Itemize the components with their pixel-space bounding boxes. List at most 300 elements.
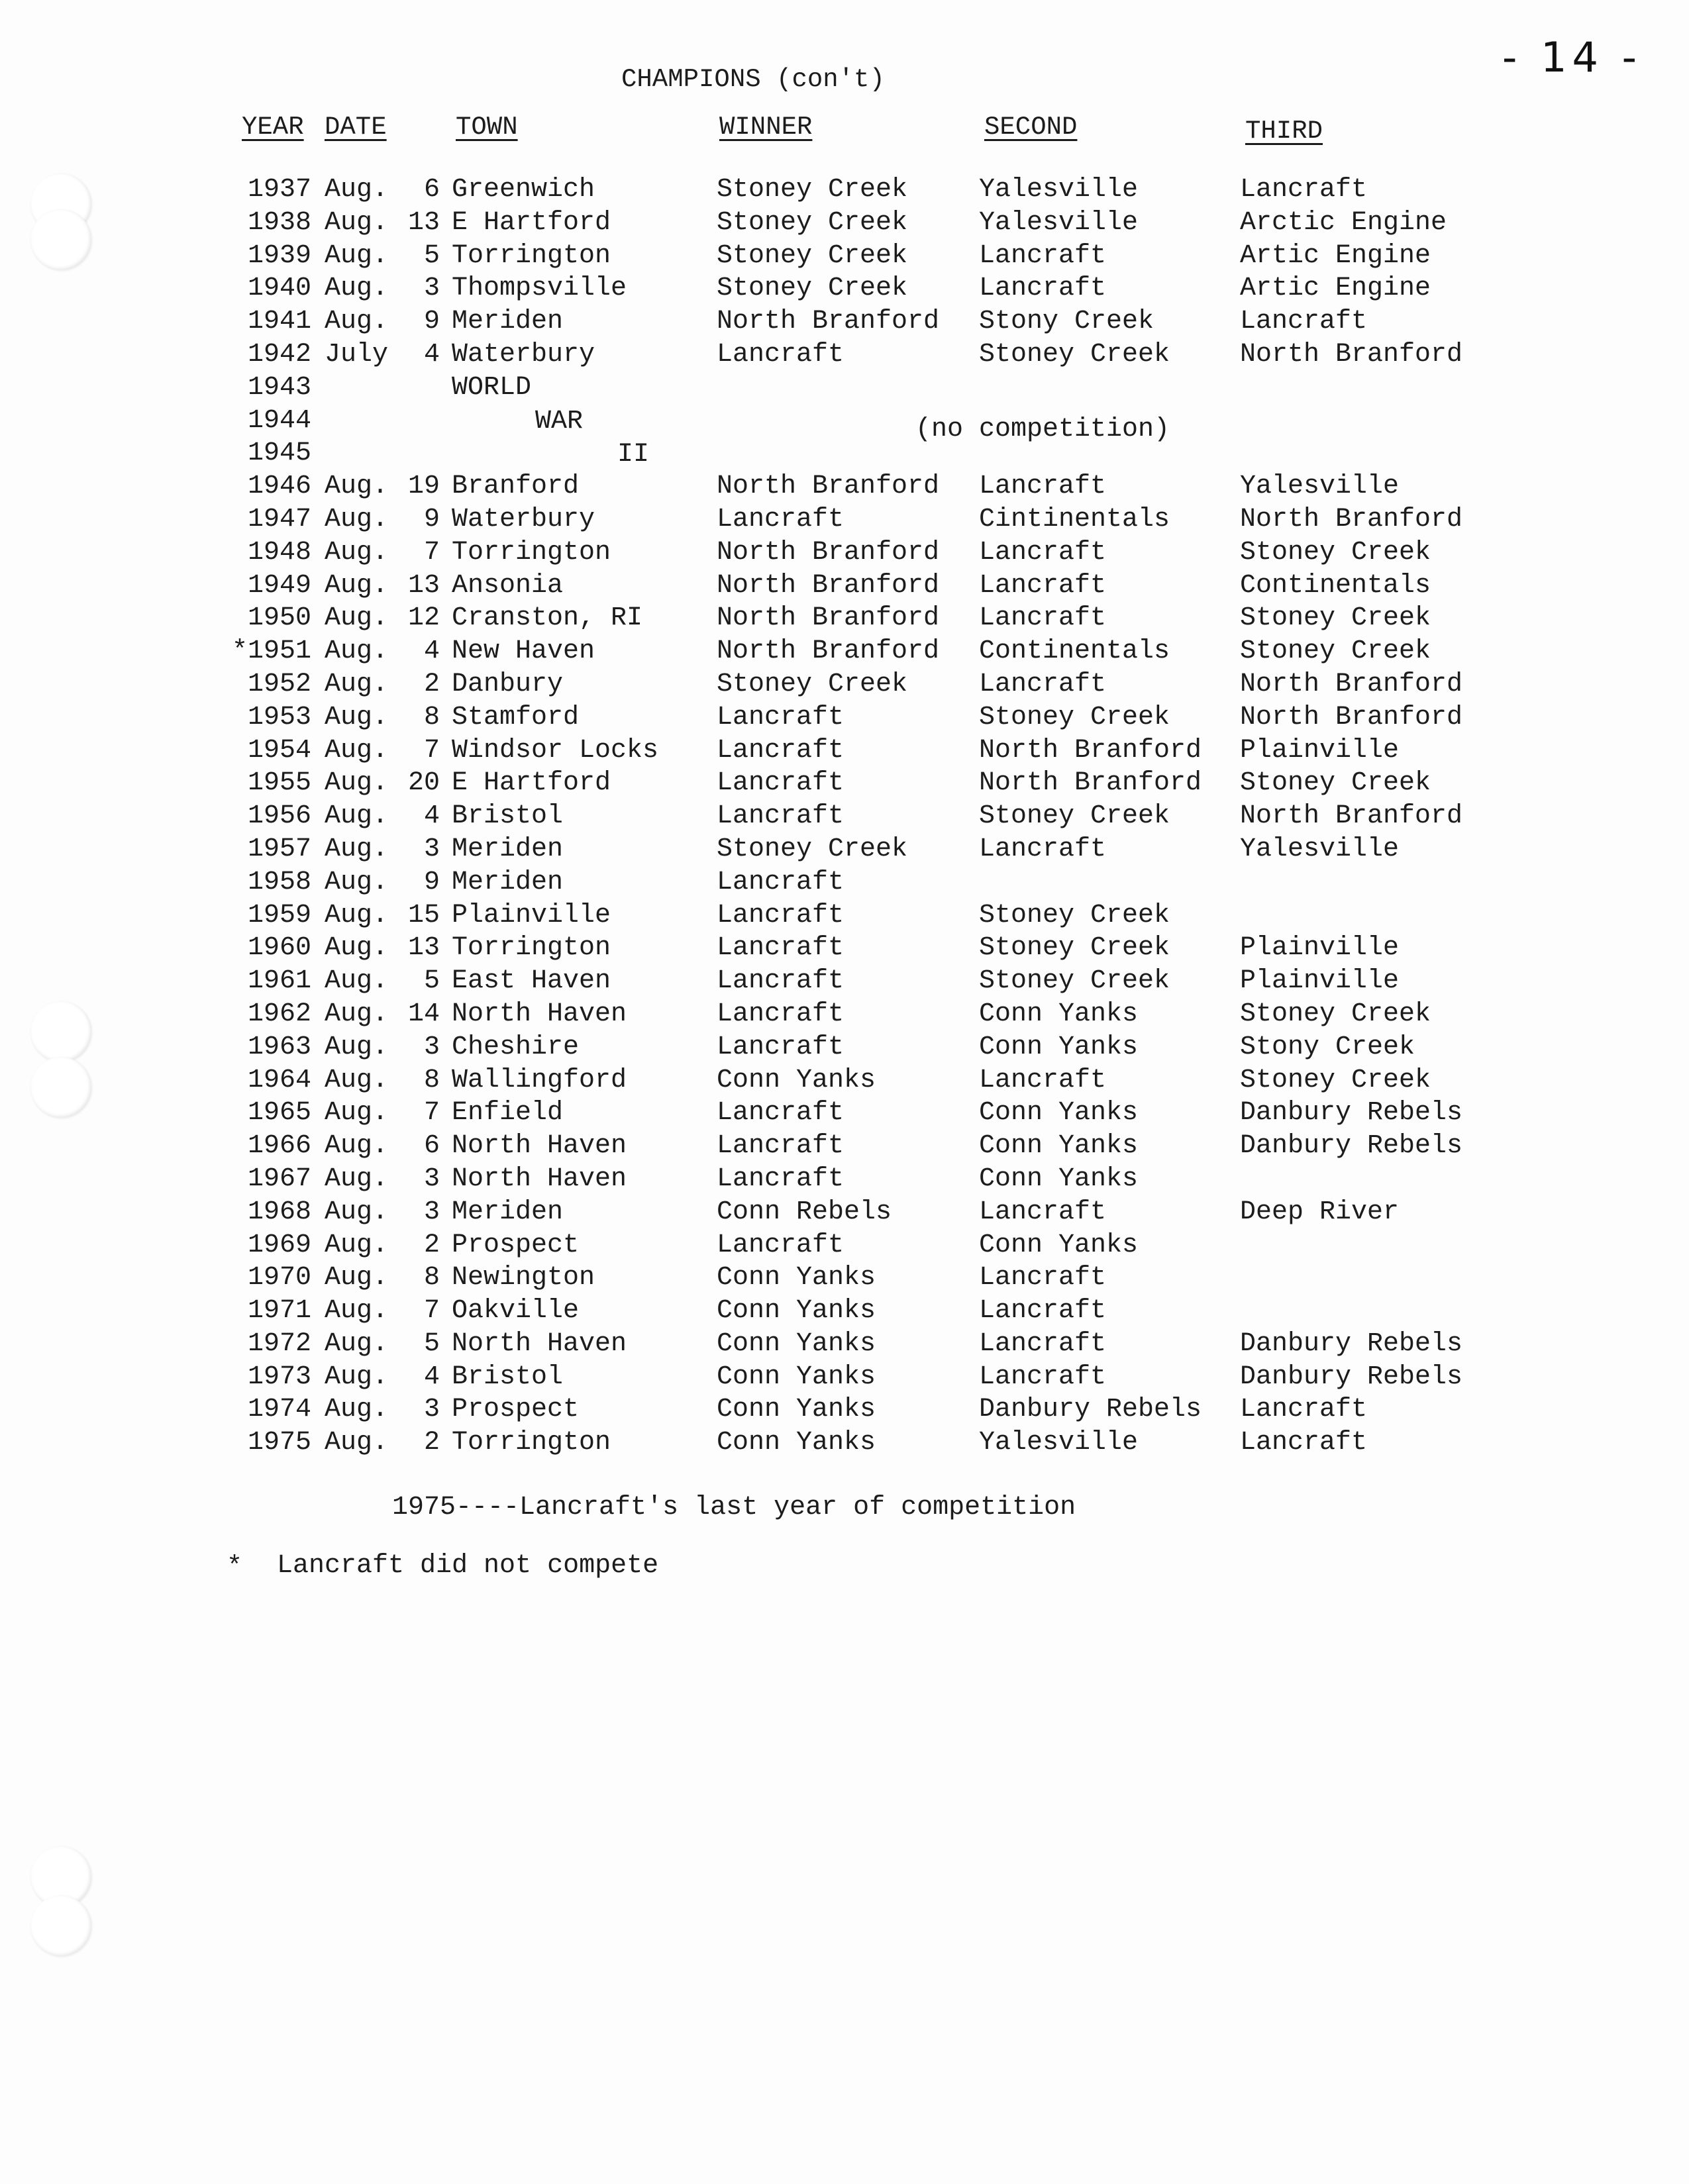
cell-winner: Stoney Creek <box>717 240 908 271</box>
cell-winner: Lancraft <box>717 867 844 897</box>
cell-winner: Stoney Creek <box>717 273 908 304</box>
cell-third: Deep River <box>1240 1197 1400 1227</box>
cell-winner: North Branford <box>717 472 940 502</box>
cell-town: North Haven <box>452 1328 627 1359</box>
cell-town: Windsor Locks <box>452 735 659 766</box>
cell-winner: Lancraft <box>717 504 844 534</box>
table-header <box>0 113 1689 152</box>
cell-year: 1940 <box>247 273 311 304</box>
cell-year: 1950 <box>247 603 311 634</box>
table-row <box>0 1064 1689 1097</box>
cell-second: Lancraft <box>979 273 1107 304</box>
table-row <box>0 570 1689 603</box>
cell-winner: Conn Yanks <box>717 1065 876 1095</box>
cell-third: Danbury Rebels <box>1240 1328 1463 1359</box>
cell-town: Oakville <box>452 1296 580 1326</box>
cell-third: Stoney Creek <box>1240 603 1431 634</box>
table-row <box>0 503 1689 536</box>
cell-second: Conn Yanks <box>979 1230 1139 1260</box>
cell-year: 1974 <box>247 1395 311 1425</box>
cell-month: Aug. <box>325 966 389 997</box>
cell-year: 1938 <box>247 207 311 238</box>
cell-day: 20 <box>407 768 440 799</box>
cell-second: Stoney Creek <box>979 900 1170 930</box>
header-second: SECOND <box>984 113 1078 142</box>
cell-day: 12 <box>407 603 440 634</box>
table-row <box>0 965 1689 998</box>
cell-second: Lancraft <box>979 834 1107 864</box>
cell-town: Meriden <box>452 834 564 864</box>
cell-third: Yalesville <box>1240 472 1400 502</box>
cell-winner: Conn Rebels <box>717 1197 892 1227</box>
header-town: TOWN <box>456 113 518 142</box>
cell-second: Lancraft <box>979 1362 1107 1392</box>
cell-year: 1962 <box>247 999 311 1029</box>
cell-second: Danbury Rebels <box>979 1395 1202 1425</box>
cell-month: Aug. <box>325 636 389 667</box>
cell-winner: Conn Yanks <box>717 1428 876 1458</box>
cell-year: 1972 <box>247 1328 311 1359</box>
last-year-note: 1975----Lancraft's last year of competition <box>392 1493 1076 1522</box>
cell-year: *1951 <box>231 636 311 667</box>
cell-year: 1969 <box>247 1230 311 1260</box>
cell-second: Lancraft <box>979 1065 1107 1095</box>
cell-month: Aug. <box>325 1032 389 1062</box>
cell-month: Aug. <box>325 504 389 534</box>
cell-third: Artic Engine <box>1240 240 1431 271</box>
cell-third: Stoney Creek <box>1240 636 1431 667</box>
cell-third: Artic Engine <box>1240 273 1431 304</box>
cell-month: Aug. <box>325 867 389 897</box>
cell-second: North Branford <box>979 768 1202 799</box>
cell-winner: Lancraft <box>717 801 844 832</box>
cell-day: 9 <box>423 504 440 534</box>
table-row <box>0 602 1689 635</box>
cell-year: 1954 <box>247 735 311 766</box>
table-row <box>0 767 1689 800</box>
cell-town: Meriden <box>452 867 564 897</box>
cell-winner: Lancraft <box>717 768 844 799</box>
binder-hole <box>30 1895 91 1956</box>
asterisk-mark: * <box>227 1552 243 1582</box>
cell-year: 1975 <box>247 1428 311 1458</box>
cell-second: Lancraft <box>979 570 1107 601</box>
cell-third: Plainville <box>1240 735 1400 766</box>
table-row <box>0 998 1689 1031</box>
cell-winner: Conn Yanks <box>717 1395 876 1425</box>
cell-year: 1967 <box>247 1164 311 1194</box>
cell-month: Aug. <box>325 702 389 732</box>
cell-town: Waterbury <box>452 504 595 534</box>
cell-winner: North Branford <box>717 603 940 634</box>
cell-second: Conn Yanks <box>979 999 1139 1029</box>
champions-table <box>0 174 1689 1460</box>
cell-second: Cintinentals <box>979 504 1170 534</box>
cell-town: Prospect <box>452 1395 580 1425</box>
table-row <box>0 536 1689 570</box>
cell-third: Plainville <box>1240 933 1400 964</box>
table-row <box>0 1229 1689 1262</box>
cell-town: Cheshire <box>452 1032 580 1062</box>
cell-winner: Lancraft <box>717 966 844 997</box>
cell-second: Yalesville <box>979 1428 1139 1458</box>
cell-day: 13 <box>407 207 440 238</box>
cell-year: 1966 <box>247 1131 311 1162</box>
cell-month: Aug. <box>325 1328 389 1359</box>
table-row <box>0 899 1689 932</box>
cell-third: Stoney Creek <box>1240 999 1431 1029</box>
cell-town: Torrington <box>452 240 611 271</box>
cell-third: Stoney Creek <box>1240 768 1431 799</box>
cell-town: E Hartford <box>452 207 611 238</box>
cell-day: 7 <box>423 1296 440 1326</box>
table-row <box>0 437 1689 470</box>
table-row <box>0 866 1689 899</box>
cell-month: Aug. <box>325 175 389 205</box>
cell-third: Danbury Rebels <box>1240 1098 1463 1128</box>
cell-second: Conn Yanks <box>979 1164 1139 1194</box>
cell-second: Stony Creek <box>979 307 1154 337</box>
cell-day: 13 <box>407 933 440 964</box>
cell-year: 1939 <box>247 240 311 271</box>
cell-town: North Haven <box>452 1131 627 1162</box>
cell-day: 5 <box>423 966 440 997</box>
cell-town: Meriden <box>452 307 564 337</box>
cell-day: 2 <box>423 1428 440 1458</box>
cell-town: E Hartford <box>452 768 611 799</box>
cell-year: 1937 <box>247 175 311 205</box>
cell-year: 1971 <box>247 1296 311 1326</box>
table-row <box>0 470 1689 503</box>
cell-day: 3 <box>423 1197 440 1227</box>
table-row <box>0 207 1689 240</box>
cell-third: Danbury Rebels <box>1240 1362 1463 1392</box>
header-date: DATE <box>325 113 387 142</box>
cell-year: 1955 <box>247 768 311 799</box>
cell-third: North Branford <box>1240 801 1463 832</box>
cell-year: 1963 <box>247 1032 311 1062</box>
cell-town: Branford <box>452 472 580 502</box>
cell-day: 13 <box>407 570 440 601</box>
table-row <box>0 701 1689 734</box>
cell-third: North Branford <box>1240 339 1463 370</box>
cell-month: Aug. <box>325 273 389 304</box>
cell-winner: North Branford <box>717 636 940 667</box>
cell-second: Stoney Creek <box>979 702 1170 732</box>
cell-second: Stoney Creek <box>979 966 1170 997</box>
cell-day: 6 <box>423 175 440 205</box>
table-row <box>0 1426 1689 1460</box>
table-row <box>0 833 1689 866</box>
cell-day: 8 <box>423 1263 440 1293</box>
cell-town: Torrington <box>452 1428 611 1458</box>
cell-winner: Stoney Creek <box>717 207 908 238</box>
table-row <box>0 405 1689 438</box>
cell-town: Wallingford <box>452 1065 627 1095</box>
cell-day: 9 <box>423 867 440 897</box>
table-row <box>0 1262 1689 1295</box>
cell-town: Meriden <box>452 1197 564 1227</box>
cell-third: Stoney Creek <box>1240 1065 1431 1095</box>
cell-second: Conn Yanks <box>979 1032 1139 1062</box>
cell-winner: Stoney Creek <box>717 175 908 205</box>
cell-day: 8 <box>423 1065 440 1095</box>
war-note-line-2: WAR <box>535 407 584 436</box>
cell-year: 1941 <box>247 307 311 337</box>
cell-second: Yalesville <box>979 175 1139 205</box>
cell-day: 7 <box>423 537 440 568</box>
cell-winner: Lancraft <box>717 339 844 370</box>
cell-day: 14 <box>407 999 440 1029</box>
cell-year: 1952 <box>247 669 311 699</box>
table-row <box>0 1361 1689 1394</box>
cell-year: 1973 <box>247 1362 311 1392</box>
cell-year: 1964 <box>247 1065 311 1095</box>
cell-winner: Lancraft <box>717 999 844 1029</box>
cell-day: 3 <box>423 1032 440 1062</box>
cell-winner: Lancraft <box>717 1230 844 1260</box>
cell-winner: Lancraft <box>717 1098 844 1128</box>
cell-second: Lancraft <box>979 603 1107 634</box>
cell-winner: Lancraft <box>717 735 844 766</box>
cell-town: Prospect <box>452 1230 580 1260</box>
cell-day: 5 <box>423 240 440 271</box>
cell-year: 1965 <box>247 1098 311 1128</box>
no-competition-note: (no competition) <box>915 415 1170 444</box>
cell-month: Aug. <box>325 307 389 337</box>
cell-second: Lancraft <box>979 1296 1107 1326</box>
cell-second: Yalesville <box>979 207 1139 238</box>
cell-year: 1946 <box>247 472 311 502</box>
cell-winner: Conn Yanks <box>717 1362 876 1392</box>
cell-winner: Lancraft <box>717 1032 844 1062</box>
cell-month: Aug. <box>325 1131 389 1162</box>
table-row <box>0 338 1689 372</box>
cell-day: 6 <box>423 1131 440 1162</box>
cell-day: 2 <box>423 1230 440 1260</box>
cell-town: Danbury <box>452 669 564 699</box>
cell-year: 1945 <box>247 438 311 469</box>
war-note-line-3: II <box>617 440 650 470</box>
table-row <box>0 1097 1689 1130</box>
page-title: CHAMPIONS (con't) <box>621 65 885 94</box>
header-year: YEAR <box>242 113 304 142</box>
cell-town: Ansonia <box>452 570 564 601</box>
table-row <box>0 734 1689 768</box>
cell-month: Aug. <box>325 1197 389 1227</box>
cell-year: 1947 <box>247 504 311 534</box>
cell-second: Lancraft <box>979 1263 1107 1293</box>
table-row <box>0 1393 1689 1426</box>
table-row <box>0 668 1689 701</box>
cell-second: Conn Yanks <box>979 1098 1139 1128</box>
cell-year: 1959 <box>247 900 311 930</box>
cell-third: Lancraft <box>1240 1428 1368 1458</box>
cell-month: July <box>325 339 389 370</box>
table-row <box>0 272 1689 305</box>
cell-winner: Lancraft <box>717 1164 844 1194</box>
cell-day: 3 <box>423 1395 440 1425</box>
header-third: THIRD <box>1245 117 1323 146</box>
table-row <box>0 1328 1689 1361</box>
cell-year: 1953 <box>247 702 311 732</box>
cell-month: Aug. <box>325 735 389 766</box>
cell-second: Stoney Creek <box>979 339 1170 370</box>
cell-year: 1957 <box>247 834 311 864</box>
cell-third: Stoney Creek <box>1240 537 1431 568</box>
table-row <box>0 1295 1689 1328</box>
cell-day: 7 <box>423 1098 440 1128</box>
table-row <box>0 174 1689 207</box>
table-row <box>0 372 1689 405</box>
cell-month: Aug. <box>325 1263 389 1293</box>
cell-month: Aug. <box>325 900 389 930</box>
cell-year: 1949 <box>247 570 311 601</box>
cell-day: 3 <box>423 1164 440 1194</box>
cell-second: Lancraft <box>979 537 1107 568</box>
cell-town: Plainville <box>452 900 611 930</box>
cell-month: Aug. <box>325 1065 389 1095</box>
table-row <box>0 240 1689 273</box>
cell-month: Aug. <box>325 999 389 1029</box>
table-row <box>0 1196 1689 1229</box>
cell-month: Aug. <box>325 834 389 864</box>
cell-month: Aug. <box>325 768 389 799</box>
cell-month: Aug. <box>325 570 389 601</box>
cell-year: 1948 <box>247 537 311 568</box>
cell-town: North Haven <box>452 999 627 1029</box>
cell-winner: Stoney Creek <box>717 669 908 699</box>
cell-day: 4 <box>423 801 440 832</box>
cell-day: 5 <box>423 1328 440 1359</box>
cell-day: 15 <box>407 900 440 930</box>
cell-third: Continentals <box>1240 570 1431 601</box>
cell-town: Torrington <box>452 537 611 568</box>
cell-third: Lancraft <box>1240 307 1368 337</box>
cell-day: 4 <box>423 1362 440 1392</box>
table-row <box>0 1130 1689 1163</box>
cell-year: 1958 <box>247 867 311 897</box>
cell-day: 7 <box>423 735 440 766</box>
cell-month: Aug. <box>325 1230 389 1260</box>
table-row <box>0 305 1689 338</box>
cell-third: North Branford <box>1240 702 1463 732</box>
cell-town: Stamford <box>452 702 580 732</box>
cell-month: Aug. <box>325 1098 389 1128</box>
cell-day: 4 <box>423 636 440 667</box>
cell-third: Yalesville <box>1240 834 1400 864</box>
cell-town: Cranston, RI <box>452 603 643 634</box>
cell-year: 1968 <box>247 1197 311 1227</box>
cell-month: Aug. <box>325 240 389 271</box>
cell-third: Arctic Engine <box>1240 207 1447 238</box>
cell-day: 3 <box>423 834 440 864</box>
cell-day: 8 <box>423 702 440 732</box>
cell-town: Enfield <box>452 1098 564 1128</box>
cell-month: Aug. <box>325 1164 389 1194</box>
cell-third: Stony Creek <box>1240 1032 1415 1062</box>
cell-year: 1961 <box>247 966 311 997</box>
cell-winner: North Branford <box>717 307 940 337</box>
cell-second: Continentals <box>979 636 1170 667</box>
cell-third: Lancraft <box>1240 1395 1368 1425</box>
cell-second: Lancraft <box>979 472 1107 502</box>
cell-third: North Branford <box>1240 669 1463 699</box>
cell-town: Newington <box>452 1263 595 1293</box>
cell-third: Danbury Rebels <box>1240 1131 1463 1162</box>
table-row <box>0 1163 1689 1196</box>
table-row <box>0 1031 1689 1064</box>
cell-year: 1960 <box>247 933 311 964</box>
cell-month: Aug. <box>325 472 389 502</box>
cell-town: Bristol <box>452 801 564 832</box>
cell-third: North Branford <box>1240 504 1463 534</box>
cell-month: Aug. <box>325 669 389 699</box>
cell-third: Plainville <box>1240 966 1400 997</box>
cell-month: Aug. <box>325 801 389 832</box>
cell-winner: Lancraft <box>717 933 844 964</box>
cell-year: 1943 <box>247 372 311 403</box>
cell-town: Greenwich <box>452 175 595 205</box>
cell-second: Lancraft <box>979 240 1107 271</box>
cell-year: 1956 <box>247 801 311 832</box>
table-row <box>0 800 1689 833</box>
cell-winner: Lancraft <box>717 1131 844 1162</box>
cell-town: Bristol <box>452 1362 564 1392</box>
cell-winner: Conn Yanks <box>717 1263 876 1293</box>
cell-winner: Lancraft <box>717 900 844 930</box>
cell-town: North Haven <box>452 1164 627 1194</box>
cell-town: Waterbury <box>452 339 595 370</box>
cell-second: Lancraft <box>979 1328 1107 1359</box>
cell-month: Aug. <box>325 207 389 238</box>
cell-second: Stoney Creek <box>979 933 1170 964</box>
cell-month: Aug. <box>325 933 389 964</box>
cell-day: 2 <box>423 669 440 699</box>
cell-month: Aug. <box>325 1362 389 1392</box>
cell-winner: North Branford <box>717 570 940 601</box>
table-row <box>0 932 1689 965</box>
cell-year: 1942 <box>247 339 311 370</box>
cell-town: New Haven <box>452 636 595 667</box>
cell-day: 4 <box>423 339 440 370</box>
cell-year: 1970 <box>247 1263 311 1293</box>
cell-month: Aug. <box>325 1296 389 1326</box>
cell-town: East Haven <box>452 966 611 997</box>
cell-month: Aug. <box>325 1395 389 1425</box>
table-row <box>0 635 1689 668</box>
cell-town: Torrington <box>452 933 611 964</box>
cell-winner: Lancraft <box>717 702 844 732</box>
asterisk-note: Lancraft did not compete <box>277 1551 659 1581</box>
cell-second: Lancraft <box>979 1197 1107 1227</box>
cell-day: 19 <box>407 472 440 502</box>
cell-winner: Conn Yanks <box>717 1296 876 1326</box>
cell-third: Lancraft <box>1240 175 1368 205</box>
cell-month: Aug. <box>325 537 389 568</box>
cell-month: Aug. <box>325 603 389 634</box>
cell-day: 3 <box>423 273 440 304</box>
cell-winner: North Branford <box>717 537 940 568</box>
cell-day: 9 <box>423 307 440 337</box>
page-number: - 14 - <box>1502 33 1643 81</box>
cell-winner: Stoney Creek <box>717 834 908 864</box>
cell-year: 1944 <box>247 405 311 436</box>
cell-second: North Branford <box>979 735 1202 766</box>
cell-second: Lancraft <box>979 669 1107 699</box>
header-winner: WINNER <box>719 113 813 142</box>
cell-month: Aug. <box>325 1428 389 1458</box>
